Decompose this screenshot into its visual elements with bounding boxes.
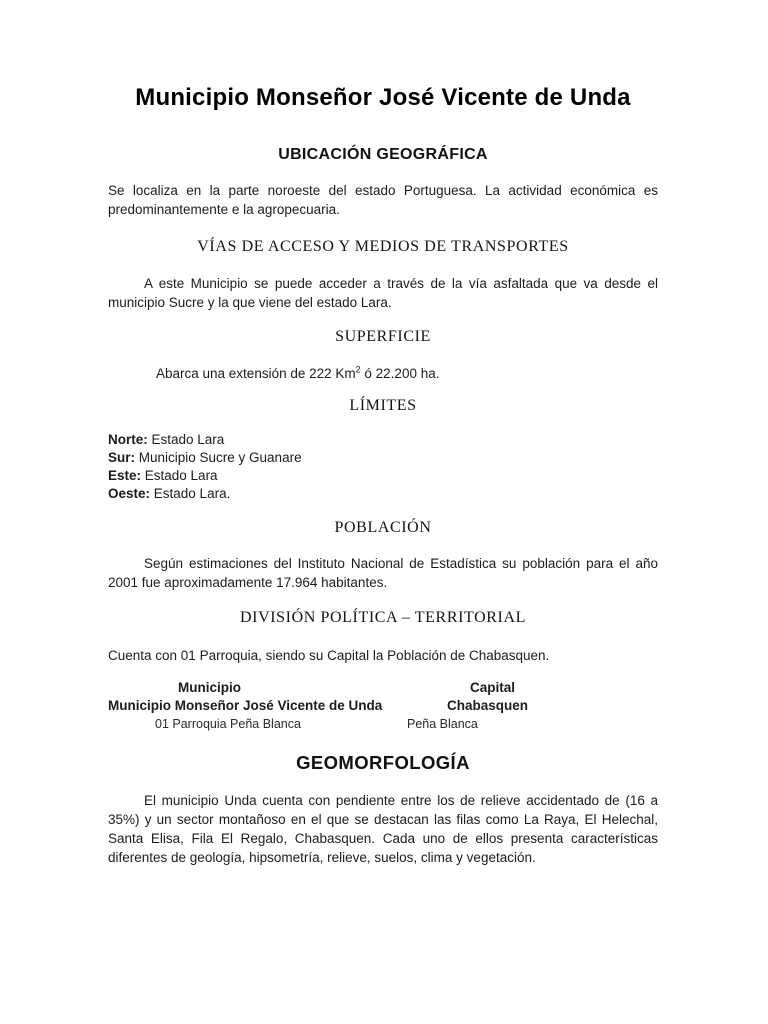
section-heading-vias-de-acceso: VÍAS DE ACCESO Y MEDIOS DE TRANSPORTES [197, 238, 569, 255]
limit-label: Sur: [108, 450, 135, 465]
section-heading-division-politica: DIVISIÓN POLÍTICA – TERRITORIAL [240, 609, 526, 626]
table-cell-parroquia: 01 Parroquia Peña Blanca [155, 717, 301, 731]
paragraph-poblacion: Según estimaciones del Instituto Nacional de Estadística su población para el año 2001 fue aproximadamente 17.964 habitantes. [108, 556, 658, 590]
limit-label: Oeste: [108, 486, 151, 501]
limits-list [108, 431, 658, 503]
limit-item-norte [108, 431, 658, 449]
paragraph-geomorfologia: El municipio Unda cuenta con pendiente entre los de relieve accidentado de (16 a 35%) y un sector montañoso en el que se destacan las filas como La Raya, El Helechal, Santa Elisa, Fila El Regalo, Chabasquen. Cada uno de ellos presenta características diferentes de geología, hipsometría, relieve, suelos, clima y vegetación. [108, 793, 658, 865]
table-cell-parroquia-capital: Peña Blanca [407, 717, 478, 731]
table-header-row [108, 679, 658, 697]
paragraph-superficie [108, 364, 658, 383]
limit-value: Estado Lara [141, 468, 218, 483]
section-heading-superficie: SUPERFICIE [335, 328, 431, 345]
limit-value: Estado Lara [147, 432, 225, 447]
table-header-capital: Capital [470, 680, 516, 695]
division-table [108, 679, 658, 733]
superficie-superscript: 2 [355, 364, 361, 375]
paragraph-ubicacion: Se localiza en la parte noroeste del estado Portuguesa. La actividad económica es predominantemente e la agropecuaria. [108, 183, 658, 217]
limit-item-oeste [108, 485, 658, 503]
section-heading-limites: LÍMITES [349, 397, 417, 414]
table-row [108, 697, 658, 715]
document-title: Municipio Monseñor José Vicente de Unda [135, 84, 631, 111]
limit-item-sur [108, 449, 658, 467]
limit-label: Este: [108, 468, 142, 483]
table-header-municipio: Municipio [178, 680, 241, 695]
limit-value: Estado Lara. [150, 486, 231, 501]
paragraph-division: Cuenta con 01 Parroquia, siendo su Capital la Población de Chabasquen. [108, 648, 550, 663]
superficie-text-prefix: Abarca una extensión de 222 Km [156, 366, 356, 381]
section-heading-geomorfologia: GEOMORFOLOGÍA [296, 752, 470, 773]
superficie-text-suffix: ó 22.200 ha. [360, 366, 440, 381]
section-heading-ubicacion-geografica: UBICACIÓN GEOGRÁFICA [278, 146, 488, 163]
limit-value: Municipio Sucre y Guanare [135, 450, 302, 465]
table-row [108, 715, 658, 733]
limit-item-este [108, 467, 658, 485]
section-heading-poblacion: POBLACIÓN [334, 519, 432, 536]
limit-label: Norte: [108, 432, 148, 447]
paragraph-vias: A este Municipio se puede acceder a través de la vía asfaltada que va desde el municipio Sucre y la que viene del estado Lara. [108, 276, 658, 310]
table-cell-municipio-name: Municipio Monseñor José Vicente de Unda [108, 698, 383, 713]
table-cell-capital-name: Chabasquen [447, 698, 529, 713]
